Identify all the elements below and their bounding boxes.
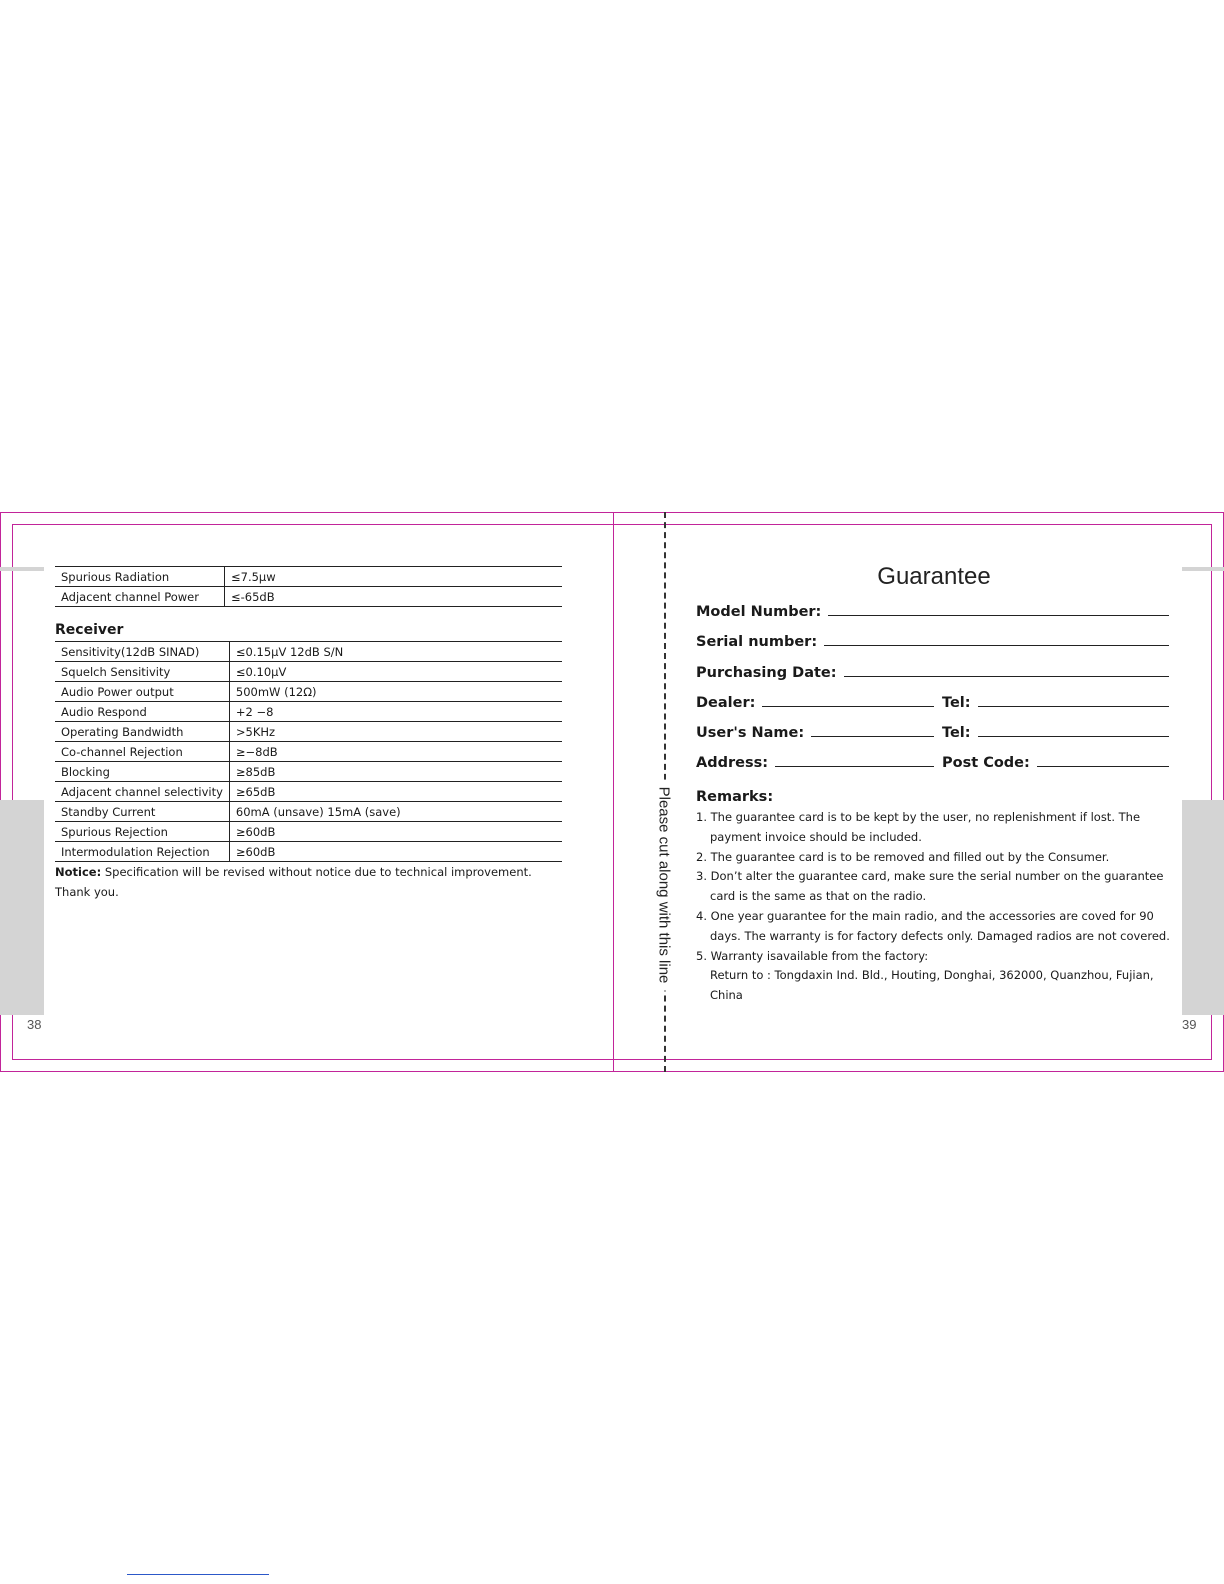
spec-value: ≥60dB: [229, 842, 562, 862]
remark-number: 5.: [696, 948, 707, 963]
model-number-field[interactable]: [828, 615, 1169, 616]
remarks-list: [696, 808, 1176, 1006]
remark-number: 1.: [696, 810, 707, 824]
serial-number-field[interactable]: [824, 645, 1169, 646]
dealer-tel-field[interactable]: [978, 706, 1169, 707]
left-side-tab: [0, 800, 44, 1015]
spec-value: ≥85dB: [229, 762, 562, 782]
spec-row: [55, 742, 562, 762]
cut-line-label: Please cut along with this line: [656, 780, 673, 991]
spec-label: Audio Respond: [55, 702, 229, 722]
spec-row: [55, 642, 562, 662]
user-tel-label: Tel:: [942, 725, 971, 741]
page-number-left: 38: [27, 1017, 42, 1032]
address-row: [696, 749, 1169, 771]
spec-value: ≤7.5μw: [225, 567, 563, 587]
users-name-row: [696, 719, 1169, 741]
address-label: Address:: [696, 755, 769, 771]
spec-row: [55, 842, 562, 862]
remark-text: The guarantee card is to be kept by the user, no replenishment if lost. The: [710, 810, 1141, 824]
spec-row: [55, 682, 562, 702]
remark-continuation: payment invoice should be included.: [710, 829, 922, 844]
remark-number: 4.: [696, 908, 707, 923]
spec-value: 500mW (12Ω): [229, 682, 562, 702]
remark-continuation: China: [710, 988, 743, 1003]
purchasing-date-label: Purchasing Date:: [696, 665, 837, 681]
serial-number-row: [696, 628, 1169, 650]
users-name-label: User's Name:: [696, 725, 805, 741]
spec-value: ≤0.10μV: [229, 662, 562, 682]
remark-number: 3.: [696, 869, 707, 884]
spec-value: 60mA (unsave) 15mA (save): [229, 802, 562, 822]
dealer-field[interactable]: [762, 706, 934, 707]
spec-label: Co-channel Rejection: [55, 742, 229, 762]
spec-label: Operating Bandwidth: [55, 722, 229, 742]
remark-number: 2.: [696, 849, 707, 864]
notice-text: Specification will be revised without notice due to technical improvement. Thank you.: [55, 865, 532, 899]
post-code-label: Post Code:: [942, 755, 1030, 771]
spec-label: Sensitivity(12dB SINAD): [55, 642, 229, 662]
model-number-label: Model Number:: [696, 604, 822, 620]
remark-continuation: card is the same as that on the radio.: [710, 889, 927, 904]
spec-value: ≥65dB: [229, 782, 562, 802]
dealer-row: [696, 689, 1169, 711]
remark-item: [696, 947, 1176, 987]
spec-label: Spurious Rejection: [55, 822, 229, 842]
page-number-right: 39: [1182, 1017, 1197, 1032]
spec-row: [55, 822, 562, 842]
transmitter-spec-table: [55, 566, 562, 607]
purchasing-date-field[interactable]: [844, 676, 1169, 677]
dealer-tel-label: Tel:: [942, 695, 971, 711]
spec-row: [55, 802, 562, 822]
spec-row: [55, 702, 562, 722]
receiver-spec-table: [55, 641, 562, 862]
purchasing-date-row: [696, 659, 1169, 681]
users-name-field[interactable]: [811, 736, 934, 737]
spec-label: Standby Current: [55, 802, 229, 822]
spec-row: [55, 662, 562, 682]
remark-text: Don’t alter the guarantee card, make sure the serial number on the guarantee: [710, 869, 1164, 884]
fold-line: [613, 512, 614, 1072]
remarks-heading: Remarks:: [696, 789, 774, 805]
remark-item: [696, 986, 1176, 1006]
spec-row: [55, 567, 562, 587]
notice-label: Notice:: [55, 865, 102, 879]
receiver-heading: Receiver: [55, 622, 124, 638]
remark-item: [696, 907, 1176, 947]
spec-label: Intermodulation Rejection: [55, 842, 229, 862]
spec-value: ≤-65dB: [225, 587, 563, 607]
remark-text: The guarantee card is to be removed and filled out by the Consumer.: [710, 849, 1110, 864]
dealer-label: Dealer:: [696, 695, 756, 711]
spec-label: Adjacent channel selectivity: [55, 782, 229, 802]
spec-value: ≥60dB: [229, 822, 562, 842]
spec-label: Adjacent channel Power: [55, 587, 225, 607]
model-number-row: [696, 598, 1169, 620]
notice-paragraph: [55, 862, 560, 902]
spec-row: [55, 587, 562, 607]
right-top-tab-mark: [1182, 567, 1224, 571]
remark-item: [696, 848, 1176, 868]
spec-label: Audio Power output: [55, 682, 229, 702]
spec-value: ≤0.15μV 12dB S/N: [229, 642, 562, 662]
remark-continuation: Return to : Tongdaxin Ind. Bld., Houting, Donghai, 362000, Quanzhou, Fujian,: [710, 968, 1154, 983]
spec-row: [55, 722, 562, 742]
spec-label: Squelch Sensitivity: [55, 662, 229, 682]
spec-row: [55, 782, 562, 802]
remark-item: [696, 808, 1176, 848]
guarantee-title: Guarantee: [877, 563, 991, 590]
serial-number-label: Serial number:: [696, 634, 818, 650]
user-tel-field[interactable]: [978, 736, 1169, 737]
left-top-tab-mark: [0, 567, 44, 571]
post-code-field[interactable]: [1037, 766, 1169, 767]
remark-item: [696, 867, 1176, 907]
remark-continuation: days. The warranty is for factory defects only. Damaged radios are not covered.: [710, 928, 1170, 943]
spec-label: Spurious Radiation: [55, 567, 225, 587]
spec-value: ≥−8dB: [229, 742, 562, 762]
spec-label: Blocking: [55, 762, 229, 782]
remark-text: Warranty isavailable from the factory:: [710, 948, 929, 963]
spec-value: >5KHz: [229, 722, 562, 742]
spec-row: [55, 762, 562, 782]
remark-text: One year guarantee for the main radio, and the accessories are coved for 90: [710, 908, 1154, 923]
right-side-tab: [1182, 800, 1224, 1015]
footer-link-underline: [127, 1574, 269, 1575]
address-field[interactable]: [775, 766, 934, 767]
spec-value: +2 −8: [229, 702, 562, 722]
